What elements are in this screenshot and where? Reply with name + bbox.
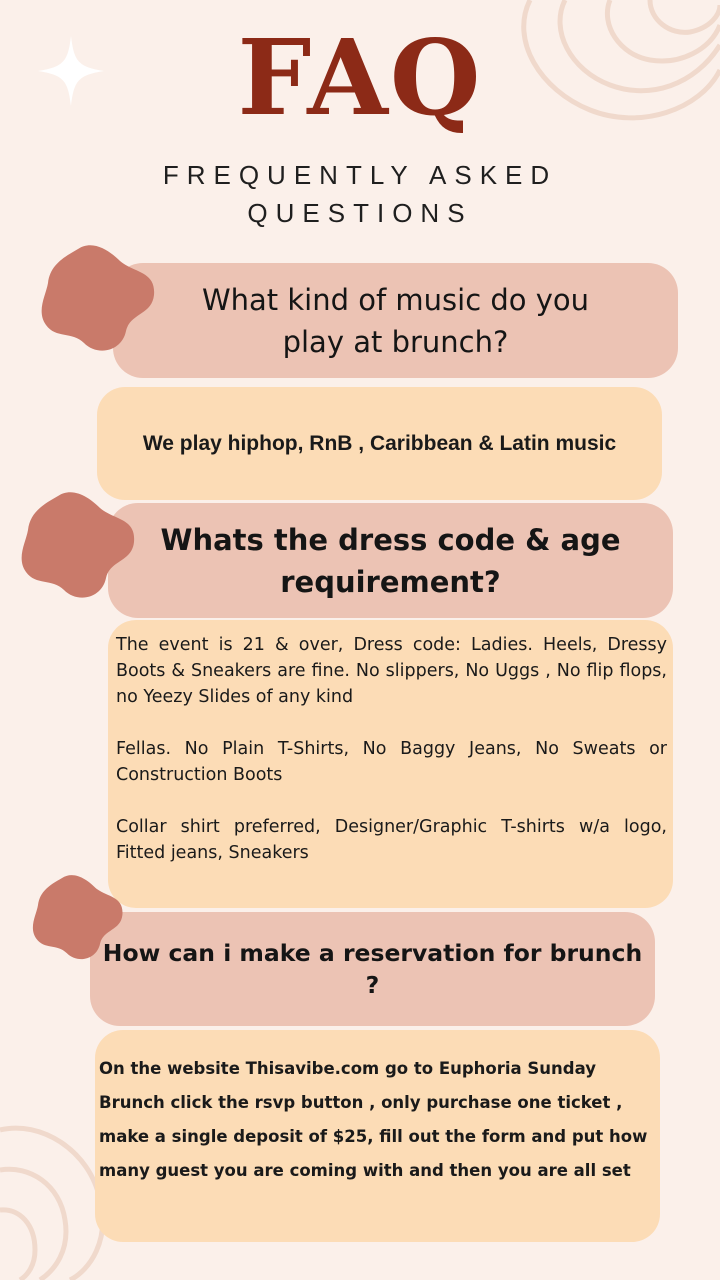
blob-shape (38, 243, 156, 355)
faq-question-text: play at brunch? (282, 324, 509, 359)
blob-shape (30, 873, 124, 963)
faq-answer-paragraph: Collar shirt preferred, Designer/Graphic T-shirts w/a logo, Fitted jeans, Sneakers (116, 817, 667, 863)
faq-answer-card (97, 387, 662, 500)
faq-answer-line: On the website Thisavibe.com go to Euphoria Sunday (99, 1059, 596, 1078)
faq-question-card (108, 503, 673, 618)
faq-answer-line: many guest you are coming with and then you are all set (99, 1161, 631, 1180)
faq-question-card (113, 263, 678, 378)
faq-question-text: What kind of music do you (201, 282, 590, 317)
subtitle-line: FREQUENTLY ASKED (162, 160, 558, 190)
faq-answer-line: Brunch click the rsvp button , only purchase one ticket , (99, 1093, 623, 1112)
page-title: FAQ (237, 16, 483, 139)
faq-question-text: requirement? (280, 564, 501, 599)
faq-answer-paragraph: Fellas. No Plain T-Shirts, No Baggy Jeans, No Sweats or Construction Boots (116, 739, 667, 785)
faq-answer-text: We play hiphop, RnB , Caribbean & Latin music (142, 431, 617, 455)
faq-question-text: Whats the dress code & age (160, 522, 621, 557)
page-subtitle (80, 156, 640, 232)
blob-shape (18, 490, 136, 602)
faq-answer-paragraph: The event is 21 & over, Dress code: Ladies. Heels, Dressy Boots & Sneakers are fine. No slippers, No Uggs , No flip flops, no Yeezy Slides of any kind (116, 635, 667, 707)
faq-answer-card (95, 1030, 660, 1242)
faq-answer-card (108, 620, 673, 908)
faq-question-text: How can i make a reservation for brunch ? (102, 939, 643, 999)
subtitle-line: QUESTIONS (247, 198, 473, 228)
faq-question-card (90, 912, 655, 1026)
faq-answer-line: make a single deposit of $25, fill out the form and put how (99, 1127, 648, 1146)
